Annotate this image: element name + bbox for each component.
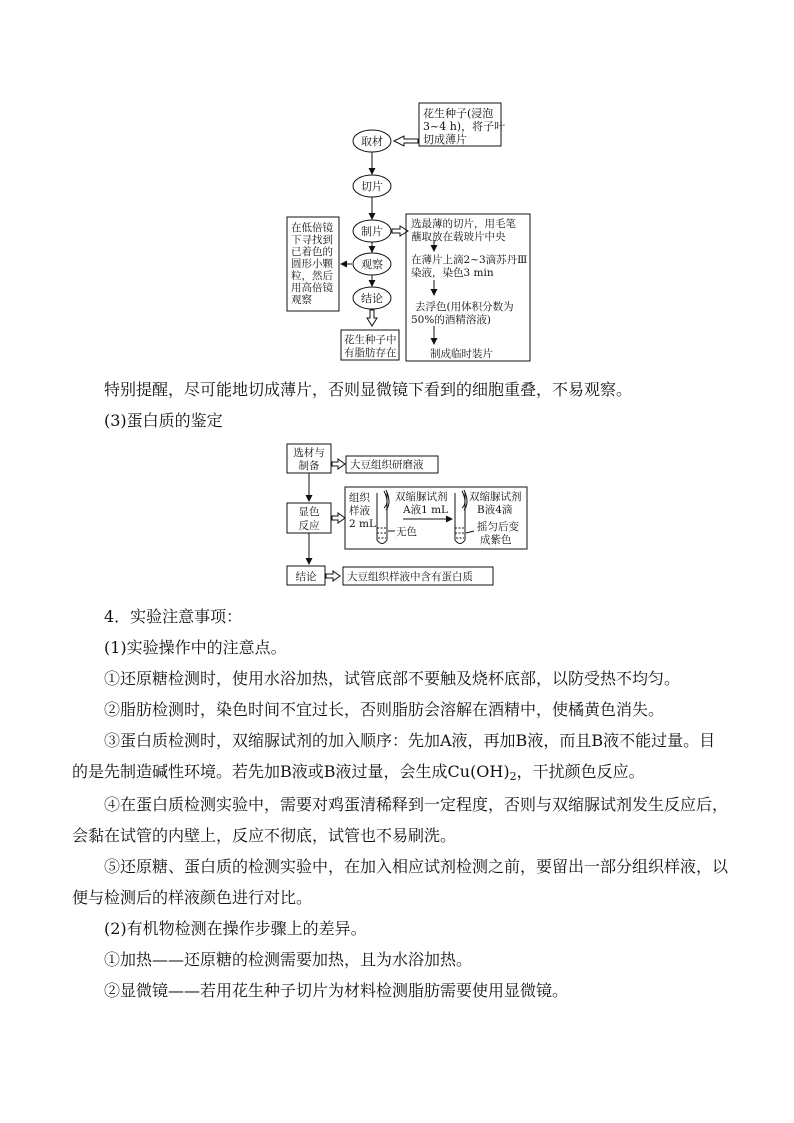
observe-line-7: 观察 [291,294,312,306]
observe-line-2: 下寻找到 [291,234,333,246]
prep-label-line-1: 选材与 [293,447,325,459]
slide-step-1-line-2: 蘸取放在载玻片中央 [411,231,506,243]
slide-step-2-line-1: 在薄片上滴2~3滴苏丹Ⅲ [411,254,528,266]
note-3-line-2-a: 的是先制造碱性环境。若先加B液或B液过量，会生成Cu(OH) [72,762,510,781]
conclusion-label: 结论 [295,571,317,583]
note-5-line-1: ⑤还原糖、蛋白质的检测实验中，在加入相应试剂检测之前，要留出一部分组织样液，以 [104,857,729,876]
reagent-b-line-2: B液4滴 [477,504,513,516]
material-line-2: 3~4 h)，将子叶 [423,120,506,133]
colorless-label: 无色 [396,526,417,538]
slide-step-2-line-2: 染液，染色3 min [411,267,494,279]
note-1: ①还原糖检测时，使用水浴加热，试管底部不要触及烧杯底部，以防受热不均匀。 [104,669,681,688]
section4-title: 4．实验注意事项： [104,607,243,626]
note-4-line-1: ④在蛋白质检测实验中，需要对鸡蛋清稀释到一定程度，否则与双缩脲试剂发生反应后， [104,795,729,814]
material-line-3: 切成薄片 [423,133,467,146]
slide-step-4: 制成临时装片 [430,348,493,360]
reagent-a-line-1: 双缩脲试剂 [395,491,448,503]
note-3-line-2-b: ，干扰颜色反应。 [516,762,645,781]
sample-line-2: 样液 [349,505,370,517]
note-3-subscript: 2 [509,770,517,783]
observe-line-6: 用高倍镜 [291,282,333,294]
step-take-material: 取材 [361,135,383,148]
reagent-a-line-2: A液1 mL [403,504,449,516]
note-4-line-2: 会黏在试管的内壁上，反应不彻底，试管也不易刷洗。 [72,826,457,845]
step-observe: 观察 [361,258,383,271]
section4-sub2: (2)有机物检测在操作步骤上的差异。 [104,919,367,938]
difference-1: ①加热——还原糖的检测需要加热，且为水浴加热。 [104,950,473,969]
note-2: ②脂肪检测时，染色时间不宜过长，否则脂肪会溶解在酒精中，使橘黄色消失。 [104,700,665,719]
reaction-label-line-1: 显色 [298,506,320,518]
observe-line-1: 在低倍镜 [291,222,333,234]
fat-conclusion-line-1: 花生种子中 [344,334,397,346]
section4-sub1: (1)实验操作中的注意点。 [104,638,287,657]
slide-step-3-line-1: 去浮色(用体积分数为 [415,301,514,313]
protein-conclusion-text: 大豆组织样液中含有蛋白质 [347,571,473,583]
result-line-1: 摇匀后变 [477,521,519,533]
material-line-1: 花生种子(浸泡 [423,107,494,120]
prep-text: 大豆组织研磨液 [350,459,424,471]
note-5-line-2: 便与检测后的样液颜色进行对比。 [72,888,313,907]
slide-step-3-line-2: 50%的酒精溶液) [411,314,491,326]
reaction-label-line-2: 反应 [298,520,320,532]
note-3-line-1: ③蛋白质检测时，双缩脲试剂的加入顺序：先加A液，再加B液，而且B液不能过量。目 [104,731,716,750]
special-reminder: 特别提醒，尽可能地切成薄片，否则显微镜下看到的细胞重叠，不易观察。 [104,380,633,399]
step-slice: 切片 [361,180,383,193]
fat-conclusion-line-2: 有脂肪存在 [344,347,397,359]
note-3-line-2 [72,762,645,787]
sample-line-3: 2 mL [349,518,376,530]
observe-line-4: 圆形小颗 [291,258,333,270]
difference-2: ②显微镜——若用花生种子切片为材料检测脂肪需要使用显微镜。 [104,981,569,1000]
slide-step-1-line-1: 选最薄的切片，用毛笔 [411,218,516,230]
protein-heading: (3)蛋白质的鉴定 [104,411,223,430]
prep-label-line-2: 制备 [298,460,320,472]
step-make-slide: 制片 [361,225,383,238]
observe-line-5: 粒，然后 [291,270,333,282]
observe-line-3: 已着色的 [291,246,333,258]
reagent-b-line-1: 双缩脲试剂 [469,491,522,503]
result-line-2: 成紫色 [480,534,512,546]
sample-line-1: 组织 [349,492,370,504]
step-conclusion: 结论 [361,292,383,305]
